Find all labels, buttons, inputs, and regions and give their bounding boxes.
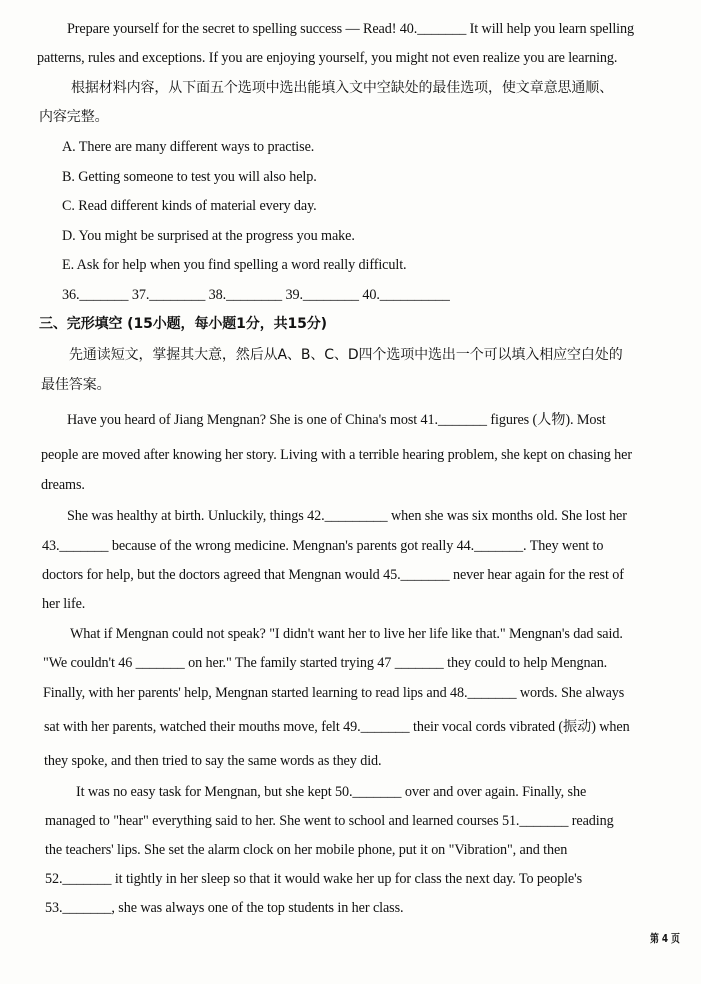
cloze-line-1: Have you heard of Jiang Mengnan? She is one of China's most 41._______ figures (人物). Most [67,412,606,428]
page-number: 第 4 页 [650,932,680,945]
cloze-line-11: sat with her parents, watched their mouths move, felt 49._______ their vocal cords vibrated (振动) when [44,719,630,735]
cloze-instruction-2: 最佳答案。 [41,377,111,393]
cloze-line-9: "We couldn't 46 _______ on her." The family started trying 47 _______ they could to help Mengnan. [43,655,608,671]
cloze-line-8: What if Mengnan could not speak? "I didn't want her to live her life like that." Mengnan's dad said. [70,626,623,642]
cloze-line-12: they spoke, and then tried to say the same words as they did. [44,753,382,769]
instruction-line-1: 根据材料内容，从下面五个选项中选出能填入文中空缺处的最佳选项，使文章意思通顺、 [71,80,614,96]
cloze-line-15: the teachers' lips. She set the alarm clock on her mobile phone, put it on "Vibration", and then [45,842,568,858]
cloze-line-6: doctors for help, but the doctors agreed that Mengnan would 45._______ never hear again for the rest of [42,567,624,583]
option-e: E. Ask for help when you find spelling a word really difficult. [62,257,407,273]
cloze-line-10: Finally, with her parents' help, Mengnan started learning to read lips and 48._______ words. She always [43,685,625,701]
cloze-line-17: 53._______, she was always one of the top students in her class. [45,900,404,916]
option-c: C. Read different kinds of material every day. [62,198,317,214]
cloze-line-13: It was no easy task for Mengnan, but she kept 50._______ over and over again. Finally, she [76,784,587,800]
passage-line-2: patterns, rules and exceptions. If you are enjoying yourself, you might not even realize you are learning. [37,50,618,66]
option-a: A. There are many different ways to practise. [62,139,315,155]
cloze-instruction-1: 先通读短文，掌握其大意，然后从A、B、C、D四个选项中选出一个可以填入相应空白处的 [69,347,623,363]
option-b: B. Getting someone to test you will also help. [62,169,317,185]
cloze-line-16: 52._______ it tightly in her sleep so that it would wake her up for class the next day. To people's [45,871,582,887]
cloze-line-5: 43._______ because of the wrong medicine. Mengnan's parents got really 44._______. They went to [42,538,604,554]
cloze-line-3: dreams. [41,477,85,493]
cloze-line-4: She was healthy at birth. Unluckily, things 42._________ when she was six months old. She lost her [67,508,627,524]
section-heading: 三、完形填空 (15小题，每小题1分，共15分) [39,316,327,332]
cloze-line-7: her life. [42,596,86,612]
option-d: D. You might be surprised at the progress you make. [62,228,355,244]
instruction-line-2: 内容完整。 [39,109,109,125]
answer-blanks: 36._______ 37.________ 38.________ 39.________ 40.__________ [62,287,450,303]
cloze-line-14: managed to "hear" everything said to her. She went to school and learned courses 51._______ reading [45,813,614,829]
passage-line-1: Prepare yourself for the secret to spelling success — Read! 40._______ It will help you learn spelling [67,21,635,37]
cloze-line-2: people are moved after knowing her story. Living with a terrible hearing problem, she kept on chasing her [41,447,632,463]
